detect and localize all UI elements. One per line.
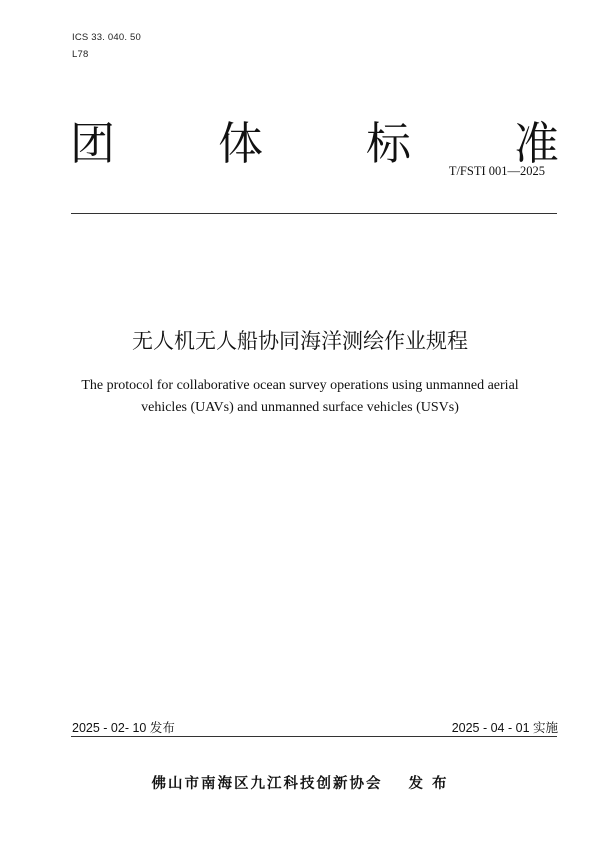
heading-char-3: 标 — [366, 117, 412, 170]
heading-char-2: 体 — [218, 117, 264, 170]
publisher-action: 发 布 — [408, 776, 449, 792]
chinese-title: 无人机无人船协同海洋测绘作业规程 — [132, 329, 468, 353]
english-title-line-1: The protocol for collaborative ocean survey operations using unmanned aerial — [81, 378, 519, 393]
implementation-date: 2025 - 04 - 01 实施 — [451, 721, 558, 735]
publisher-name: 佛山市南海区九江科技创新协会 — [151, 776, 383, 792]
bottom-divider — [71, 736, 557, 737]
top-divider — [71, 213, 557, 214]
heading-char-4: 准 — [514, 117, 560, 170]
standard-type-heading — [70, 117, 562, 171]
standard-number: T/FSTI 001—2025 — [448, 164, 545, 178]
ics-code: ICS 33. 040. 50 — [72, 32, 142, 43]
publish-date: 2025 - 02- 10 发布 — [72, 721, 175, 735]
english-title-line-2: vehicles (UAVs) and unmanned surface vehicles (USVs) — [141, 400, 459, 415]
publisher-line — [0, 772, 600, 793]
heading-char-1: 团 — [70, 117, 116, 170]
clc-code: L78 — [72, 49, 89, 60]
